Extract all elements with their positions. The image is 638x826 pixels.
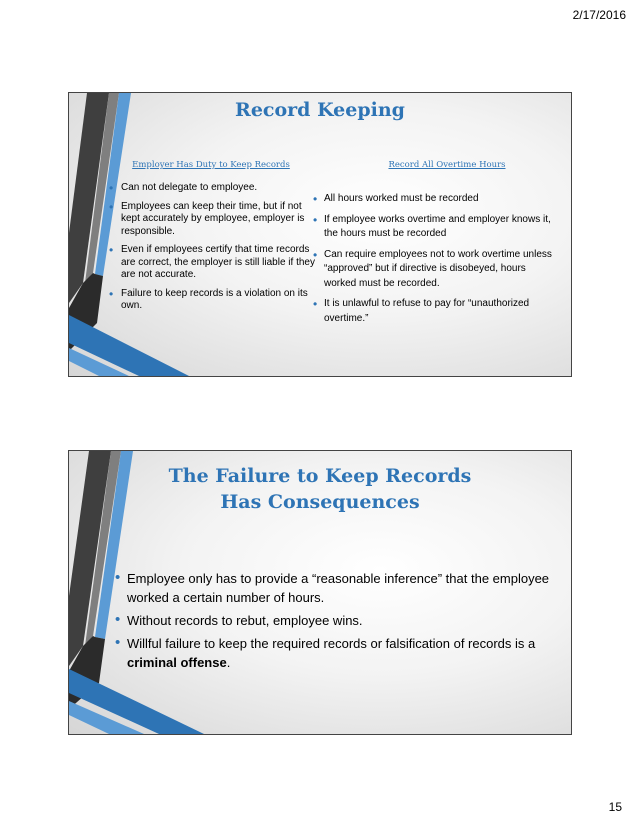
list-item: • Without records to rebut, employee wins. [115,611,555,630]
list-item: • Failure to keep records is a violation on its own. [109,288,315,313]
list-item: • If employee works overtime and employer knows it, the hours must be recorded [313,213,559,242]
column-heading-overtime: Record All Overtime Hours [388,160,506,170]
list-item: • It is unlawful to refuse to pay for “unauthorized overtime.” [313,297,559,326]
bullet-end: . [226,655,231,670]
column-heading-duty: Employer Has Duty to Keep Records [132,160,290,170]
bullet-text: Willful failure to keep the required records or falsification of records is a [127,636,536,651]
slide-date: 2/17/2016 [572,8,626,22]
duty-bullet-list [109,182,315,319]
list-item: • Can require employees not to work overtime unless “approved” but if directive is disobeyed, hours worked must be recorded. [313,248,559,292]
slide-failure-consequences [68,450,572,735]
title-line-1: The Failure to Keep Records [168,465,472,487]
list-item [115,634,555,672]
slide-record-keeping [68,92,572,377]
list-item: • Can not delegate to employee. [109,182,315,195]
slide-title: Record Keeping [235,99,405,121]
list-item: • All hours worked must be recorded [313,192,559,207]
list-item: • Even if employees certify that time records are correct, the employer is still liable if they are not accurate. [109,244,315,282]
title-line-2: Has Consequences [220,491,420,513]
slide-title [69,463,571,515]
bullet-emphasis: criminal offense [127,655,227,670]
overtime-bullet-list [313,192,559,332]
page-number: 15 [608,800,622,814]
list-item: • Employee only has to provide a “reasonable inference” that the employee worked a certain number of hours. [115,569,555,607]
consequences-bullet-list [115,569,555,676]
list-item: • Employees can keep their time, but if not kept accurately by employee, employer is responsible. [109,201,315,239]
